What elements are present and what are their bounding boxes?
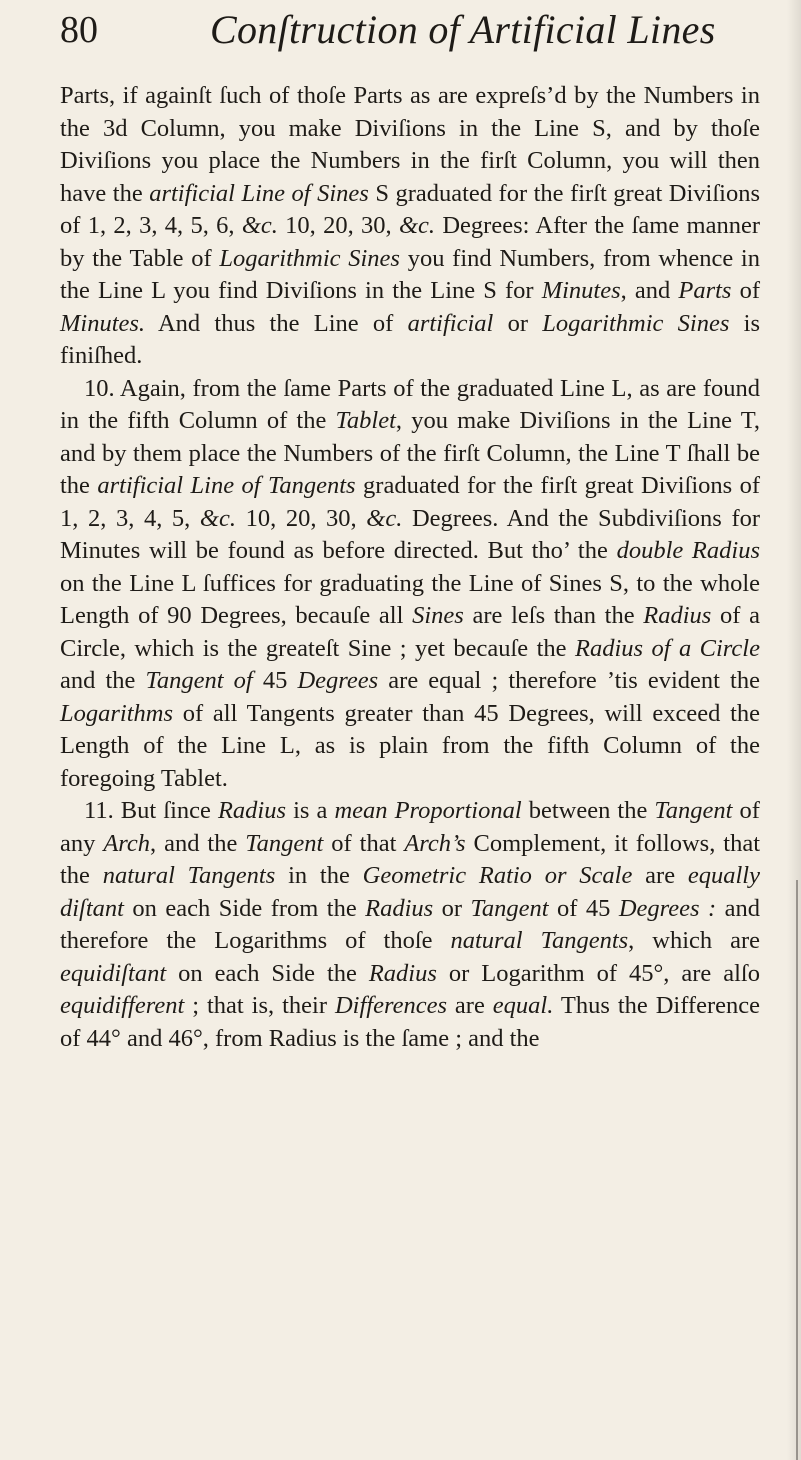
italic-text: Minutes (541, 277, 621, 304)
page-edge-shadow (787, 0, 801, 1460)
italic-text: Minutes. (60, 309, 146, 337)
italic-text: Radius (643, 602, 712, 629)
text-run: 11. But ſince (84, 797, 218, 824)
italic-text: Radius (365, 894, 434, 922)
text-run: or (433, 894, 471, 922)
text-run: Parts, if againſt ſuch of thoſe Parts as are expreſs’d by the Numbers in the 3d Column, you make Diviſions in the Line S, and by thoſe Diviſions you place the Numbers in the firſt Column, you will then have the (60, 82, 760, 207)
italic-text: &c. (398, 212, 436, 239)
italic-text: Degrees : (618, 894, 717, 922)
italic-text: equidifferent (60, 992, 185, 1019)
paragraph (60, 795, 760, 1055)
text-run: of all Tangents greater than 45 Degrees, will exceed the Length of the Line L, as is plain from the fifth Column of the foregoing Tablet. (60, 699, 760, 792)
text-run: graduated for the firſt great Diviſions of 1, 2, 3, 4, 5, (60, 472, 760, 532)
italic-text: Logarithms (60, 699, 174, 727)
italic-text: artificial Line of Tangents (97, 472, 356, 499)
text-run: of any (60, 797, 760, 857)
italic-text: Tablet (335, 407, 396, 434)
paragraph (60, 373, 760, 796)
text-run: 45 (252, 667, 298, 694)
text-run: 10, 20, 30, (277, 212, 399, 239)
italic-text: Arch’s (404, 829, 466, 857)
text-run: 10. Again, from the ſame Parts of the graduated Line L, as are found in the fifth Column of the (60, 374, 760, 434)
text-run: 10, 20, 30, (235, 504, 367, 532)
italic-text: Differences (334, 992, 447, 1019)
italic-text: natural Tangents (450, 927, 629, 954)
italic-text: &c. (199, 504, 236, 532)
italic-text: Logarithmic Sines (542, 309, 730, 337)
text-run: between the (521, 797, 655, 824)
italic-text: Radius (368, 959, 437, 987)
text-run: Degrees. And the Subdiviſions for Minutes will be found as before directed. But tho’ the (60, 504, 761, 564)
italic-text: Degrees (297, 667, 379, 694)
text-run: is a (286, 797, 335, 824)
italic-text: Parts (678, 277, 732, 304)
italic-text: Radius of a Circle (574, 634, 760, 662)
italic-text: artificial (407, 309, 494, 337)
text-run: you find Numbers, from whence in the Line L you find Diviſions in the Line S for (60, 244, 760, 304)
italic-text: mean Proportional (334, 797, 522, 824)
running-title: Conſtruction of Artificial Lines (210, 7, 716, 52)
text-run: and the (60, 667, 146, 694)
italic-text: Arch (103, 829, 151, 857)
text-run: of that (323, 829, 405, 857)
italic-text: equal. (492, 992, 554, 1019)
italic-text: equally diſtant (60, 862, 760, 922)
italic-text: Tangent (245, 829, 324, 857)
text-run: is finiſhed. (60, 309, 760, 369)
paragraph (60, 80, 760, 373)
italic-text: Geometric Ratio or Scale (362, 862, 633, 889)
text-run: And thus the Line of (145, 309, 408, 337)
text-run: of 45 (548, 894, 619, 922)
page-edge-line (796, 880, 798, 1460)
text-run: are leſs than the (463, 602, 644, 629)
italic-text: artificial Line of Sines (149, 179, 369, 207)
text-run: or Logarithm of 45°, are alſo (436, 959, 760, 987)
text-run: , you make Diviſions in the Line T, and by them place the Numbers of the firſt Column, the Line T ſhall be the (60, 407, 760, 499)
text-run: of (731, 277, 760, 304)
text-run: on each Side from the (123, 894, 366, 922)
text-run: or (493, 309, 543, 337)
text-run: and therefore the Logarithms of thoſe (60, 894, 760, 954)
text-run: in the (275, 862, 363, 889)
text-run: , which are (628, 927, 760, 954)
text-run: ; that is, their (184, 992, 335, 1019)
italic-text: Tangent (654, 797, 733, 824)
italic-text: Tangent of (145, 667, 253, 694)
body-text (60, 80, 760, 1055)
italic-text: equidiſtant (60, 959, 167, 987)
text-run: of a Circle, which is the greateſt Sine ; yet becauſe the (60, 602, 760, 662)
italic-text: &c. (241, 212, 278, 239)
page-header (60, 8, 760, 58)
text-run: , and (620, 277, 679, 304)
text-run: , and the (150, 829, 246, 857)
text-run: on each Side the (166, 959, 369, 987)
text-run: Thus the Difference of 44° and 46°, from Radius is the ſame ; and the (60, 992, 760, 1052)
text-run: are (632, 862, 688, 889)
italic-text: Radius (217, 797, 287, 824)
text-run: on the Line L ſuffices for graduating the Line of Sines S, to the whole Length of 90 Degrees, becauſe all (60, 569, 760, 629)
italic-text: natural Tangents (102, 862, 276, 889)
text-run: Degrees: After the ſame manner by the Table of (60, 212, 760, 272)
text-run: S graduated for the firſt great Diviſions of 1, 2, 3, 4, 5, 6, (60, 179, 760, 239)
italic-text: &c. (366, 504, 403, 532)
italic-text: Tangent (470, 894, 549, 922)
text-run: are (446, 992, 493, 1019)
text-run: Complement, it follows, that the (60, 829, 761, 889)
italic-text: Sines (412, 602, 464, 629)
page-number: 80 (60, 9, 98, 51)
italic-text: double Radius (616, 537, 760, 564)
text-run: are equal ; therefore ’tis evident the (378, 667, 760, 694)
italic-text: Logarithmic Sines (219, 244, 400, 272)
